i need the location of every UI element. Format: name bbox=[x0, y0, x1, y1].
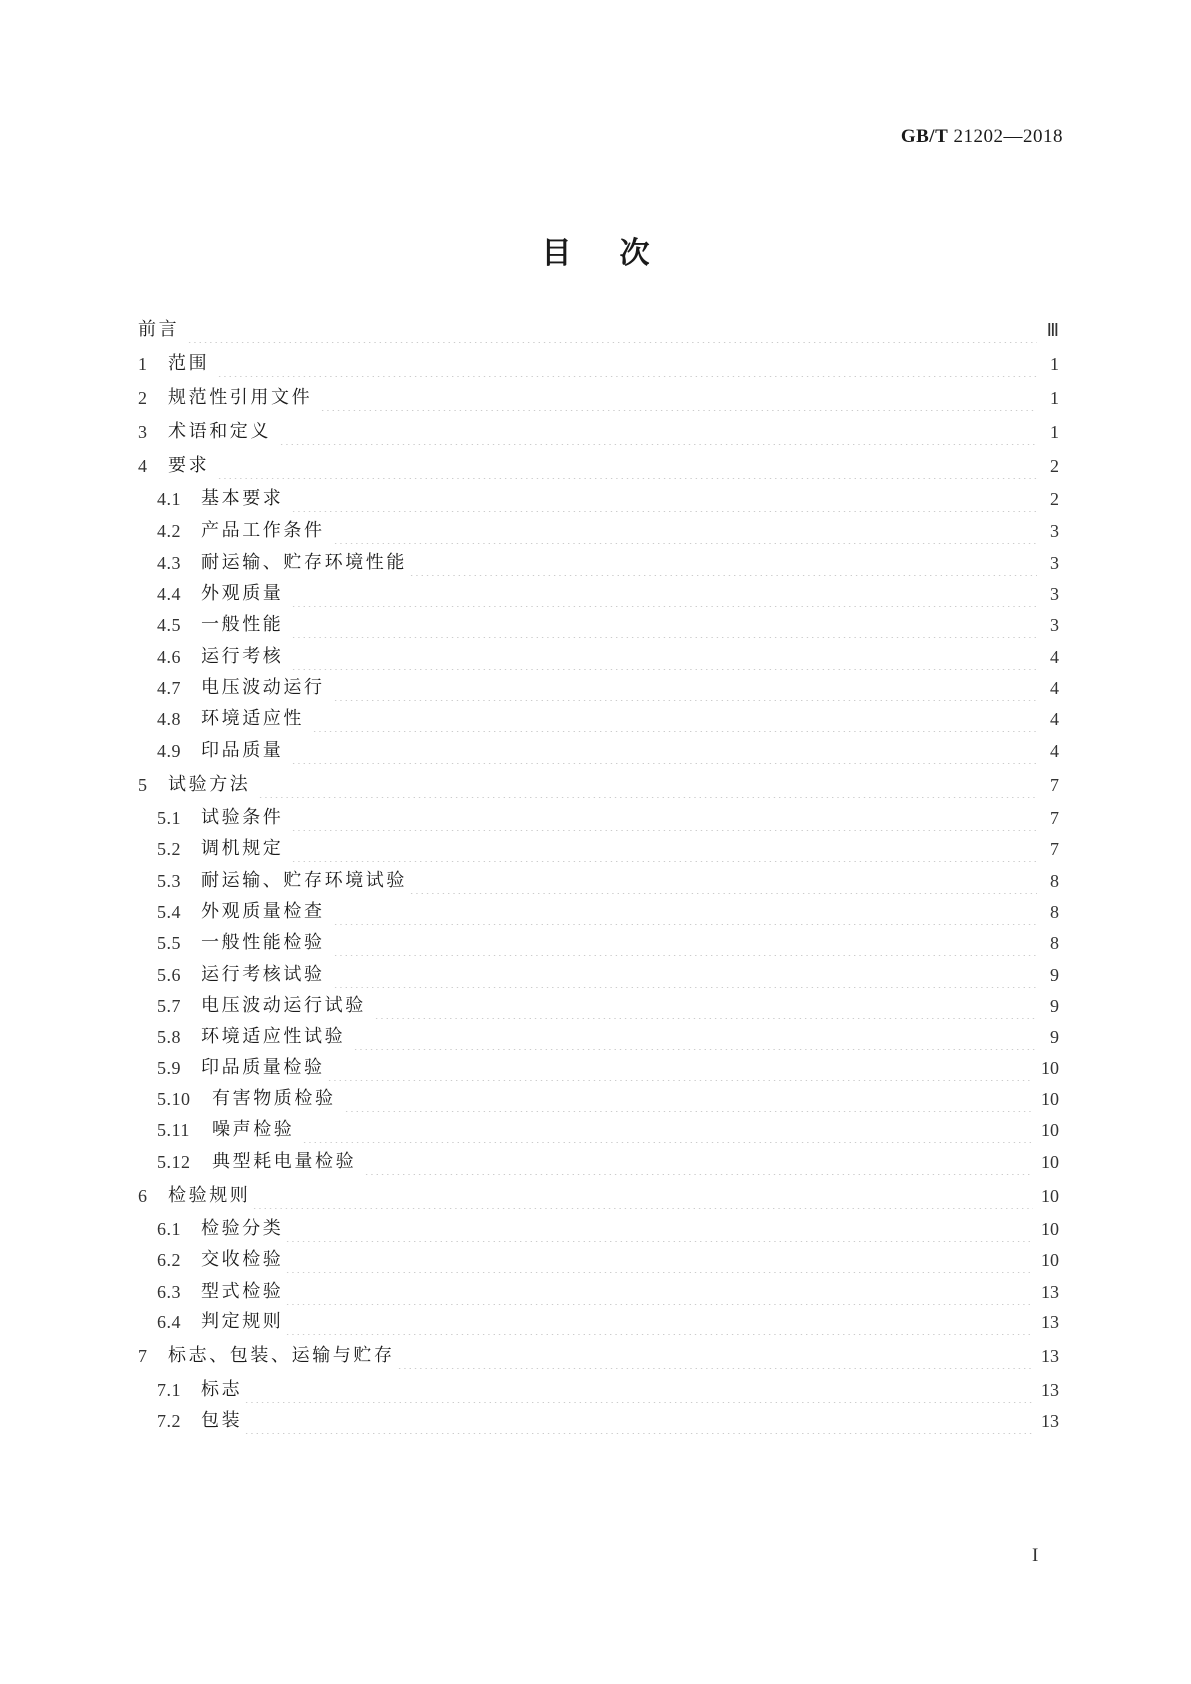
toc-entry[interactable] bbox=[157, 706, 1059, 732]
toc-dot-leader bbox=[291, 644, 1037, 670]
toc-entry[interactable] bbox=[138, 1343, 1059, 1369]
toc-entry-page: 13 bbox=[1041, 1312, 1059, 1332]
standard-code bbox=[901, 126, 1063, 148]
toc-entry-title: 检验分类 bbox=[201, 1218, 284, 1239]
page-title: 目次 bbox=[541, 236, 698, 271]
toc-entry-number: 5.9 bbox=[157, 1058, 181, 1078]
toc-entry-page: 13 bbox=[1041, 1282, 1059, 1302]
toc-entry-number: 4.5 bbox=[157, 615, 181, 635]
toc-entry-page: 4 bbox=[1050, 678, 1059, 698]
toc-entry[interactable] bbox=[157, 1279, 1059, 1305]
toc-dot-leader bbox=[302, 1117, 1033, 1143]
toc-entry-title: 交收检验 bbox=[201, 1249, 284, 1270]
toc-entry-title: 调机规定 bbox=[201, 838, 284, 859]
toc-entry-page: 1 bbox=[1050, 354, 1059, 374]
toc-entry-title: 检验规则 bbox=[168, 1185, 251, 1206]
toc-dot-leader bbox=[187, 317, 1037, 343]
toc-entry[interactable] bbox=[157, 1377, 1059, 1403]
toc-dot-leader bbox=[291, 836, 1037, 862]
toc-entry-page: 7 bbox=[1050, 775, 1059, 795]
toc-dot-leader bbox=[333, 675, 1037, 701]
toc-entry-number: 5.8 bbox=[157, 1027, 181, 1047]
toc-entry[interactable] bbox=[138, 453, 1059, 479]
toc-entry-title: 产品工作条件 bbox=[201, 520, 325, 541]
toc-entry-page: 10 bbox=[1041, 1186, 1059, 1206]
toc-entry-page: Ⅲ bbox=[1046, 320, 1059, 340]
toc-entry-title: 耐运输、贮存环境性能 bbox=[201, 552, 407, 573]
toc-entry-number: 5.11 bbox=[157, 1120, 190, 1140]
toc-entry[interactable] bbox=[157, 1309, 1059, 1335]
toc-entry-number: 4.1 bbox=[157, 489, 181, 509]
toc-dot-leader bbox=[397, 1343, 1033, 1369]
toc-entry-title: 一般性能 bbox=[201, 614, 284, 635]
toc-entry[interactable] bbox=[157, 1055, 1059, 1081]
toc-entry[interactable] bbox=[157, 518, 1059, 544]
toc-entry-page: 9 bbox=[1050, 1027, 1059, 1047]
toc-entry[interactable] bbox=[138, 351, 1059, 377]
toc-entry[interactable] bbox=[157, 675, 1059, 701]
toc-entry-title: 典型耗电量检验 bbox=[212, 1151, 357, 1172]
toc-entry[interactable] bbox=[157, 868, 1059, 894]
toc-entry[interactable] bbox=[157, 644, 1059, 670]
toc-entry-number: 5.3 bbox=[157, 871, 181, 891]
toc-dot-leader bbox=[409, 550, 1037, 576]
toc-entry-page: 10 bbox=[1041, 1089, 1059, 1109]
toc-entry[interactable] bbox=[157, 612, 1059, 638]
toc-entry-title: 外观质量检查 bbox=[201, 901, 325, 922]
toc-dot-leader bbox=[374, 993, 1037, 1019]
toc-entry-number: 4.7 bbox=[157, 678, 181, 698]
toc-dot-leader bbox=[364, 1149, 1033, 1175]
toc-entry-number: 5.1 bbox=[157, 808, 181, 828]
toc-entry-page: 8 bbox=[1050, 871, 1059, 891]
toc-dot-leader bbox=[217, 351, 1037, 377]
toc-dot-leader bbox=[409, 868, 1037, 894]
toc-entry-number: 4.4 bbox=[157, 584, 181, 604]
toc-entry-page: 4 bbox=[1050, 709, 1059, 729]
toc-entry-page: 13 bbox=[1041, 1380, 1059, 1400]
toc-entry[interactable] bbox=[157, 1247, 1059, 1273]
toc-entry-page: 10 bbox=[1041, 1219, 1059, 1239]
toc-entry-title: 运行考核 bbox=[201, 646, 284, 667]
toc-entry[interactable] bbox=[157, 836, 1059, 862]
toc-entry-number: 1 bbox=[138, 354, 148, 374]
toc-entry-page: 10 bbox=[1041, 1152, 1059, 1172]
toc-entry[interactable] bbox=[157, 899, 1059, 925]
toc-entry-title: 耐运输、贮存环境试验 bbox=[201, 870, 407, 891]
toc-entry-title: 前言 bbox=[138, 319, 180, 340]
toc-entry-number: 7.1 bbox=[157, 1380, 181, 1400]
toc-entry-page: 2 bbox=[1050, 456, 1059, 476]
toc-entry-page: 13 bbox=[1041, 1346, 1059, 1366]
toc-entry-page: 9 bbox=[1050, 965, 1059, 985]
toc-dot-leader bbox=[320, 385, 1037, 411]
toc-entry-page: 7 bbox=[1050, 839, 1059, 859]
toc-entry[interactable] bbox=[157, 962, 1059, 988]
toc-entry[interactable] bbox=[138, 1183, 1059, 1209]
toc-dot-leader bbox=[244, 1377, 1033, 1403]
toc-dot-leader bbox=[344, 1086, 1033, 1112]
toc-entry-page: 3 bbox=[1050, 553, 1059, 573]
toc-entry-title: 型式检验 bbox=[201, 1281, 284, 1302]
toc-entry-title: 运行考核试验 bbox=[201, 964, 325, 985]
toc-entry-page: 1 bbox=[1050, 422, 1059, 442]
toc-entry-title: 规范性引用文件 bbox=[168, 387, 313, 408]
toc-dot-leader bbox=[252, 1183, 1033, 1209]
standard-code-prefix: GB/T bbox=[900, 126, 949, 147]
toc-entry-title: 环境适应性 bbox=[201, 708, 304, 729]
toc-entry-title: 基本要求 bbox=[201, 488, 284, 509]
toc-dot-leader bbox=[291, 805, 1037, 831]
toc-entry-page: 10 bbox=[1041, 1250, 1059, 1270]
toc-entry-number: 7.2 bbox=[157, 1411, 181, 1431]
toc-dot-leader bbox=[333, 930, 1037, 956]
toc-entry[interactable] bbox=[157, 581, 1059, 607]
toc-entry[interactable] bbox=[157, 1216, 1059, 1242]
toc-entry[interactable] bbox=[157, 1117, 1059, 1143]
toc-entry-page: 10 bbox=[1041, 1058, 1059, 1078]
toc-entry-number: 6 bbox=[138, 1186, 148, 1206]
toc-dot-leader bbox=[291, 581, 1037, 607]
toc-dot-leader bbox=[285, 1216, 1033, 1242]
toc-dot-leader bbox=[353, 1024, 1037, 1050]
toc-entry-title: 电压波动运行试验 bbox=[201, 995, 366, 1016]
toc-dot-leader bbox=[327, 1055, 1033, 1081]
toc-entry[interactable] bbox=[138, 772, 1059, 798]
toc-entry-page: 3 bbox=[1050, 521, 1059, 541]
toc-entry-number: 4.8 bbox=[157, 709, 181, 729]
toc-entry-title: 包装 bbox=[201, 1410, 243, 1431]
toc-entry-title: 有害物质检验 bbox=[212, 1088, 336, 1109]
toc-dot-leader bbox=[333, 962, 1037, 988]
toc-entry-page: 13 bbox=[1041, 1411, 1059, 1431]
toc-dot-leader bbox=[244, 1408, 1033, 1434]
toc-entry-number: 5 bbox=[138, 775, 148, 795]
toc-dot-leader bbox=[285, 1309, 1033, 1335]
toc-entry-number: 4.6 bbox=[157, 647, 181, 667]
toc-entry-number: 5.12 bbox=[157, 1152, 191, 1172]
toc-dot-leader bbox=[285, 1279, 1033, 1305]
toc-entry-page: 7 bbox=[1050, 808, 1059, 828]
toc-dot-leader bbox=[279, 419, 1037, 445]
toc-entry-page: 8 bbox=[1050, 902, 1059, 922]
toc-entry-title: 外观质量 bbox=[201, 583, 284, 604]
standard-code-number: 21202—2018 bbox=[953, 126, 1063, 147]
toc-entry-number: 6.2 bbox=[157, 1250, 181, 1270]
toc-entry-title: 电压波动运行 bbox=[201, 677, 325, 698]
toc-entry-number: 5.7 bbox=[157, 996, 181, 1016]
toc-entry-page: 3 bbox=[1050, 615, 1059, 635]
toc-entry[interactable] bbox=[157, 738, 1059, 764]
toc-entry-number: 4 bbox=[138, 456, 148, 476]
toc-entry-number: 5.6 bbox=[157, 965, 181, 985]
toc-entry-title: 噪声检验 bbox=[212, 1119, 295, 1140]
toc-dot-leader bbox=[291, 612, 1037, 638]
toc-entry-title: 标志、包装、运输与贮存 bbox=[168, 1345, 395, 1366]
toc-entry-number: 4.3 bbox=[157, 553, 181, 573]
toc-entry-number: 5.2 bbox=[157, 839, 181, 859]
toc-entry-page: 4 bbox=[1050, 741, 1059, 761]
toc-entry-number: 5.5 bbox=[157, 933, 181, 953]
toc-entry[interactable] bbox=[157, 1149, 1059, 1175]
toc-entry-number: 4.2 bbox=[157, 521, 181, 541]
toc-entry-number: 6.3 bbox=[157, 1282, 181, 1302]
toc-entry-page: 9 bbox=[1050, 996, 1059, 1016]
toc-entry-title: 要求 bbox=[168, 455, 210, 476]
toc-entry-number: 7 bbox=[138, 1346, 148, 1366]
toc-entry[interactable] bbox=[157, 1408, 1059, 1434]
toc-entry-number: 2 bbox=[138, 388, 148, 408]
toc-entry[interactable] bbox=[138, 419, 1059, 445]
toc-entry[interactable] bbox=[157, 930, 1059, 956]
toc-entry-title: 试验方法 bbox=[168, 774, 251, 795]
toc-entry[interactable] bbox=[138, 317, 1059, 343]
toc-entry-page: 4 bbox=[1050, 647, 1059, 667]
toc-entry[interactable] bbox=[138, 385, 1059, 411]
toc-entry-page: 8 bbox=[1050, 933, 1059, 953]
page-number: I bbox=[1032, 1545, 1039, 1566]
toc-entry-title: 一般性能检验 bbox=[201, 932, 325, 953]
toc-entry-page: 10 bbox=[1041, 1120, 1059, 1140]
toc-entry-title: 印品质量检验 bbox=[201, 1057, 325, 1078]
toc-entry-number: 5.10 bbox=[157, 1089, 191, 1109]
toc-entry-title: 术语和定义 bbox=[168, 421, 271, 442]
toc-entry-number: 4.9 bbox=[157, 741, 181, 761]
toc-dot-leader bbox=[258, 772, 1037, 798]
toc-entry-title: 试验条件 bbox=[201, 807, 284, 828]
toc-entry[interactable] bbox=[157, 1086, 1059, 1112]
toc-entry-page: 3 bbox=[1050, 584, 1059, 604]
toc-entry-title: 判定规则 bbox=[201, 1311, 284, 1332]
toc-entry-number: 6.4 bbox=[157, 1312, 181, 1332]
toc-dot-leader bbox=[285, 1247, 1033, 1273]
toc-entry[interactable] bbox=[157, 993, 1059, 1019]
toc-entry-number: 3 bbox=[138, 422, 148, 442]
toc-entry-number: 5.4 bbox=[157, 902, 181, 922]
toc-dot-leader bbox=[312, 706, 1037, 732]
toc-dot-leader bbox=[333, 899, 1037, 925]
toc-entry-title: 范围 bbox=[168, 353, 210, 374]
toc-entry-title: 印品质量 bbox=[201, 740, 284, 761]
toc-entry-title: 标志 bbox=[201, 1379, 243, 1400]
toc-entry[interactable] bbox=[157, 1024, 1059, 1050]
toc-dot-leader bbox=[333, 518, 1037, 544]
toc-entry-page: 2 bbox=[1050, 489, 1059, 509]
toc-entry-number: 6.1 bbox=[157, 1219, 181, 1239]
toc-entry-page: 1 bbox=[1050, 388, 1059, 408]
toc-dot-leader bbox=[291, 738, 1037, 764]
toc-entry[interactable] bbox=[157, 486, 1059, 512]
toc-entry[interactable] bbox=[157, 550, 1059, 576]
toc-dot-leader bbox=[217, 453, 1037, 479]
toc-entry-title: 环境适应性试验 bbox=[201, 1026, 346, 1047]
toc-dot-leader bbox=[291, 486, 1037, 512]
toc-entry[interactable] bbox=[157, 805, 1059, 831]
